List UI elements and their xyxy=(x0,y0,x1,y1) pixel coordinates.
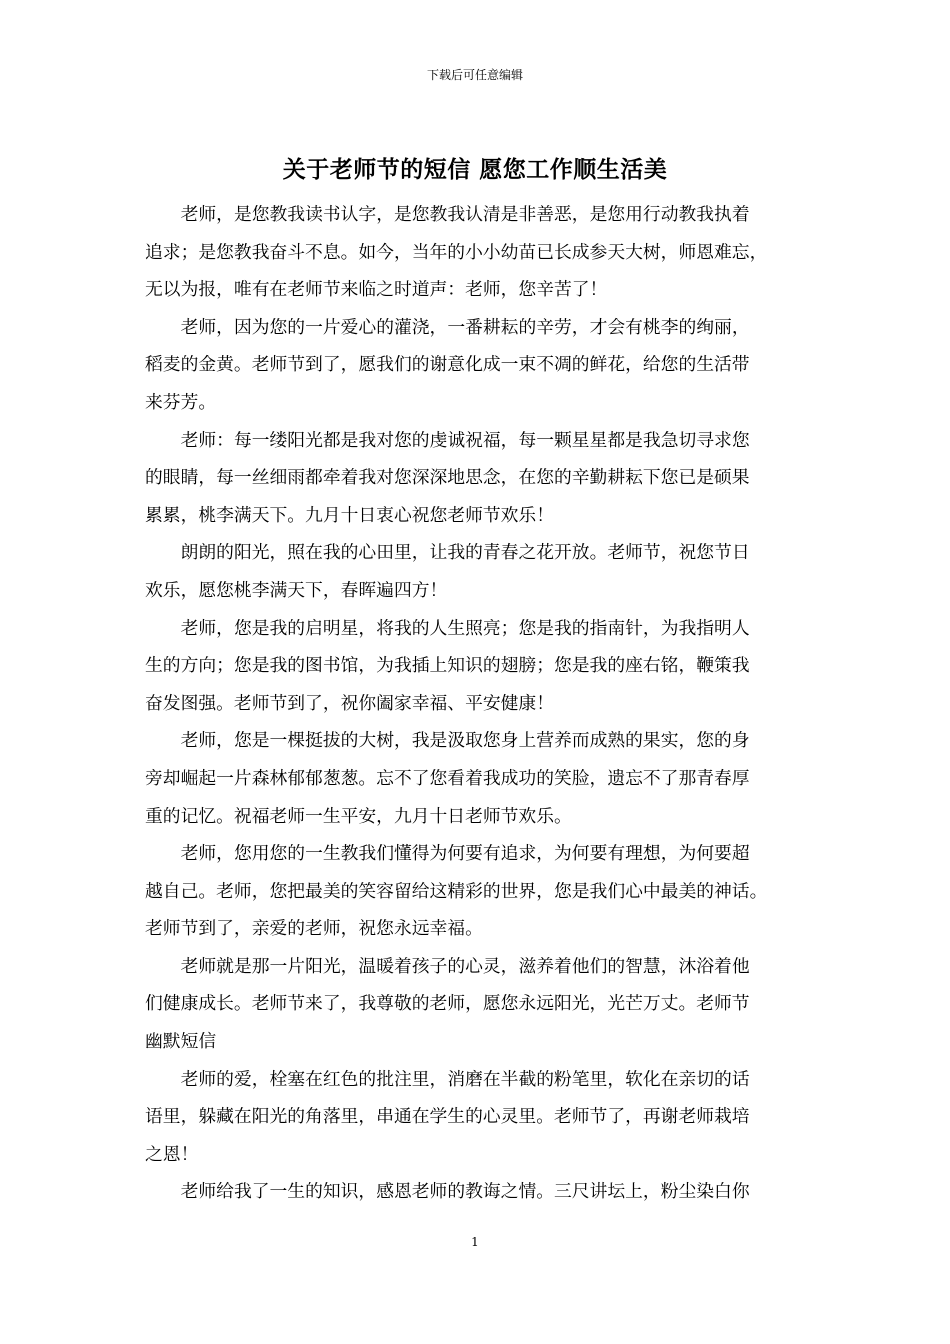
paragraph-line: 老师节到了，亲爱的老师，祝您永远幸福。 xyxy=(145,918,483,940)
paragraph-line: 幽默短信 xyxy=(145,1031,217,1053)
paragraph-line: 越自己。老师，您把最美的笑容留给这精彩的世界，您是我们心中最美的神话。 xyxy=(145,880,768,902)
document-body xyxy=(145,196,809,1211)
body-paragraph xyxy=(145,1061,809,1174)
document-title: 关于老师节的短信 愿您工作顺生活美 xyxy=(282,156,668,183)
body-paragraph xyxy=(145,835,809,948)
paragraph-line: 老师：每一缕阳光都是我对您的虔诚祝福，每一颗星星都是我急切寻求您 xyxy=(180,429,750,451)
paragraph-line: 老师的爱，栓塞在红色的批注里，消磨在半截的粉笔里，软化在亲切的话 xyxy=(180,1068,750,1090)
paragraph-line: 来芬芳。 xyxy=(145,391,217,413)
paragraph-line: 生的方向；您是我的图书馆，为我插上知识的翅膀；您是我的座右铭，鞭策我 xyxy=(145,655,750,677)
paragraph-line: 追求；是您教我奋斗不息。如今，当年的小小幼苗已长成参天大树，师恩难忘， xyxy=(145,241,768,263)
paragraph-line: 老师，是您教我读书认字，是您教我认清是非善恶，是您用行动教我执着 xyxy=(180,204,750,225)
page-header: 下载后可任意编辑 xyxy=(426,68,523,82)
body-paragraph xyxy=(145,309,809,422)
paragraph-line: 老师就是那一片阳光，温暖着孩子的心灵，滋养着他们的智慧，沐浴着他 xyxy=(180,955,750,977)
body-paragraph xyxy=(145,722,809,835)
paragraph-line: 重的记忆。祝福老师一生平安，九月十日老师节欢乐。 xyxy=(145,805,572,827)
paragraph-line: 语里，躲藏在阳光的角落里，串通在学生的心灵里。老师节了，再谢老师栽培 xyxy=(145,1106,750,1128)
body-paragraph xyxy=(145,196,809,309)
paragraph-line: 的眼睛，每一丝细雨都牵着我对您深深地思念，在您的辛勤耕耘下您已是硕果 xyxy=(145,467,750,489)
paragraph-line: 无以为报，唯有在老师节来临之时道声：老师，您辛苦了！ xyxy=(145,279,608,301)
body-paragraph xyxy=(145,610,809,723)
body-paragraph xyxy=(145,422,809,535)
body-paragraph xyxy=(145,1173,809,1211)
paragraph-line: 老师，您用您的一生教我们懂得为何要有追求，为何要有理想，为何要超 xyxy=(180,843,750,865)
paragraph-line: 旁却崛起一片森林郁郁葱葱。忘不了您看着我成功的笑脸，遗忘不了那青春厚 xyxy=(145,767,750,789)
body-paragraph xyxy=(145,534,809,609)
paragraph-line: 朗朗的阳光，照在我的心田里，让我的青春之花开放。老师节，祝您节日 xyxy=(180,542,750,564)
paragraph-line: 累累，桃李满天下。九月十日衷心祝您老师节欢乐！ xyxy=(145,504,554,526)
paragraph-line: 奋发图强。老师节到了，祝你阖家幸福、平安健康！ xyxy=(145,692,554,714)
paragraph-line: 老师，您是我的启明星，将我的人生照亮；您是我的指南针，为我指明人 xyxy=(180,617,750,639)
paragraph-line: 之恩！ xyxy=(145,1143,199,1165)
paragraph-line: 欢乐，愿您桃李满天下，春晖遍四方！ xyxy=(145,579,448,601)
paragraph-line: 老师给我了一生的知识，感恩老师的教诲之情。三尺讲坛上，粉尘染白你 xyxy=(180,1181,750,1203)
paragraph-line: 稻麦的金黄。老师节到了，愿我们的谢意化成一束不凋的鲜花，给您的生活带 xyxy=(145,354,750,376)
paragraph-line: 老师，因为您的一片爱心的灌浇，一番耕耘的辛劳，才会有桃李的绚丽， xyxy=(180,316,750,338)
page-number: 1 xyxy=(471,1235,479,1249)
body-paragraph xyxy=(145,948,809,1061)
paragraph-line: 们健康成长。老师节来了，我尊敬的老师，愿您永远阳光，光芒万丈。老师节 xyxy=(145,993,750,1015)
paragraph-line: 老师，您是一棵挺拔的大树，我是汲取您身上营养而成熟的果实，您的身 xyxy=(180,730,750,752)
